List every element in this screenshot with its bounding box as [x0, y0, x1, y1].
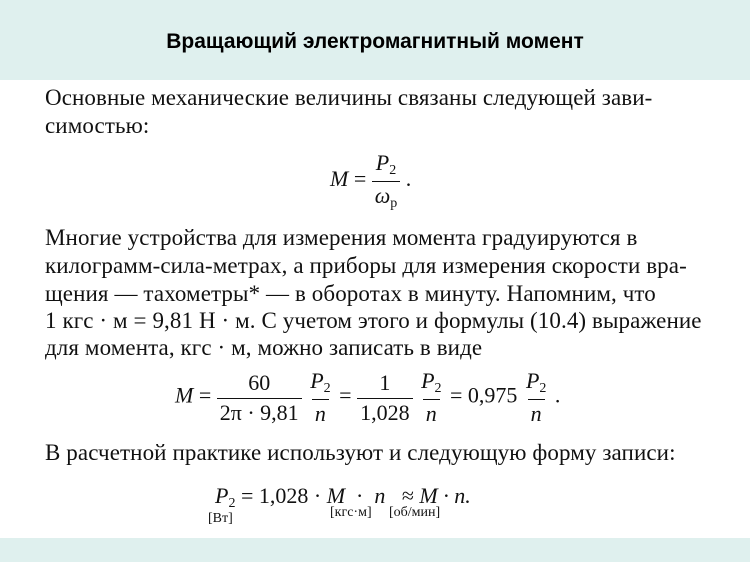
subscript: р [390, 196, 398, 211]
equals-sign: = [198, 382, 212, 408]
symbol-p: P [215, 483, 229, 508]
subscript: 2 [228, 496, 236, 511]
symbol-p: P [525, 368, 540, 393]
formula-2 [175, 368, 560, 427]
symbol-n: n [374, 483, 386, 508]
symbol-m: M [326, 483, 346, 508]
paragraph-line: Основные механические величины связаны следующей зави- [45, 85, 653, 110]
unit-kgf-m: [кгс·м] [330, 505, 372, 520]
paragraph-line: 1 кгс · м = 9,81 Н · м. С учетом этого и формулы (10.4) выражение [45, 308, 702, 333]
denominator: n [528, 399, 545, 427]
subscript: 2 [434, 381, 442, 396]
paragraph-line: килограмм-сила-метрах, а приборы для измерения скорости вра- [45, 253, 687, 278]
denominator: 1,028 [357, 398, 413, 426]
coefficient: = 1,028 · [240, 483, 322, 508]
symbol-p: P [310, 368, 324, 393]
subscript: 2 [389, 163, 397, 178]
denominator: n [423, 399, 440, 427]
fraction [307, 368, 333, 427]
denominator: 2π · 9,81 [217, 398, 302, 426]
denominator: n [312, 399, 329, 427]
paragraph-line: щения — тахометры* — в оборотах в минуту. Напомним, что [45, 281, 656, 306]
period: . [405, 166, 412, 192]
numerator: 60 [248, 369, 271, 395]
formula-tail: M · n. [419, 483, 471, 508]
paragraph-line: Многие устройства для измерения момента градуируются в [45, 225, 638, 250]
period: . [554, 382, 561, 408]
fraction [418, 368, 444, 427]
symbol-p: P [375, 150, 390, 175]
symbol-m: M [175, 382, 194, 408]
symbol-p: P [421, 368, 435, 393]
paragraph-line: симостью: [45, 113, 150, 138]
unit-watt: [Вт] [208, 511, 233, 526]
paragraph-line: для момента, кгс · м, можно записать в виде [45, 335, 483, 360]
equals-sign: = [339, 382, 352, 408]
fraction [217, 370, 302, 426]
subscript: 2 [323, 381, 331, 396]
formula-1 [330, 150, 411, 212]
equals-sign: = [353, 166, 367, 192]
approx-sign: ≈ [401, 483, 414, 508]
fraction [357, 370, 413, 426]
symbol-omega: ω [374, 183, 391, 208]
unit-rpm: [об/мин] [389, 505, 441, 520]
coefficient: = 0,975 [450, 382, 518, 408]
dot-operator: · [356, 483, 364, 508]
fraction [523, 368, 549, 427]
bottom-bar [0, 538, 750, 562]
slide-title: Вращающий электромагнитный момент [166, 30, 584, 53]
numerator: 1 [379, 369, 391, 395]
subscript: 2 [539, 381, 547, 396]
symbol-m: M [330, 166, 349, 192]
paragraph-line: В расчетной практике используют и следующую форму записи: [45, 440, 676, 465]
fraction [372, 150, 401, 212]
